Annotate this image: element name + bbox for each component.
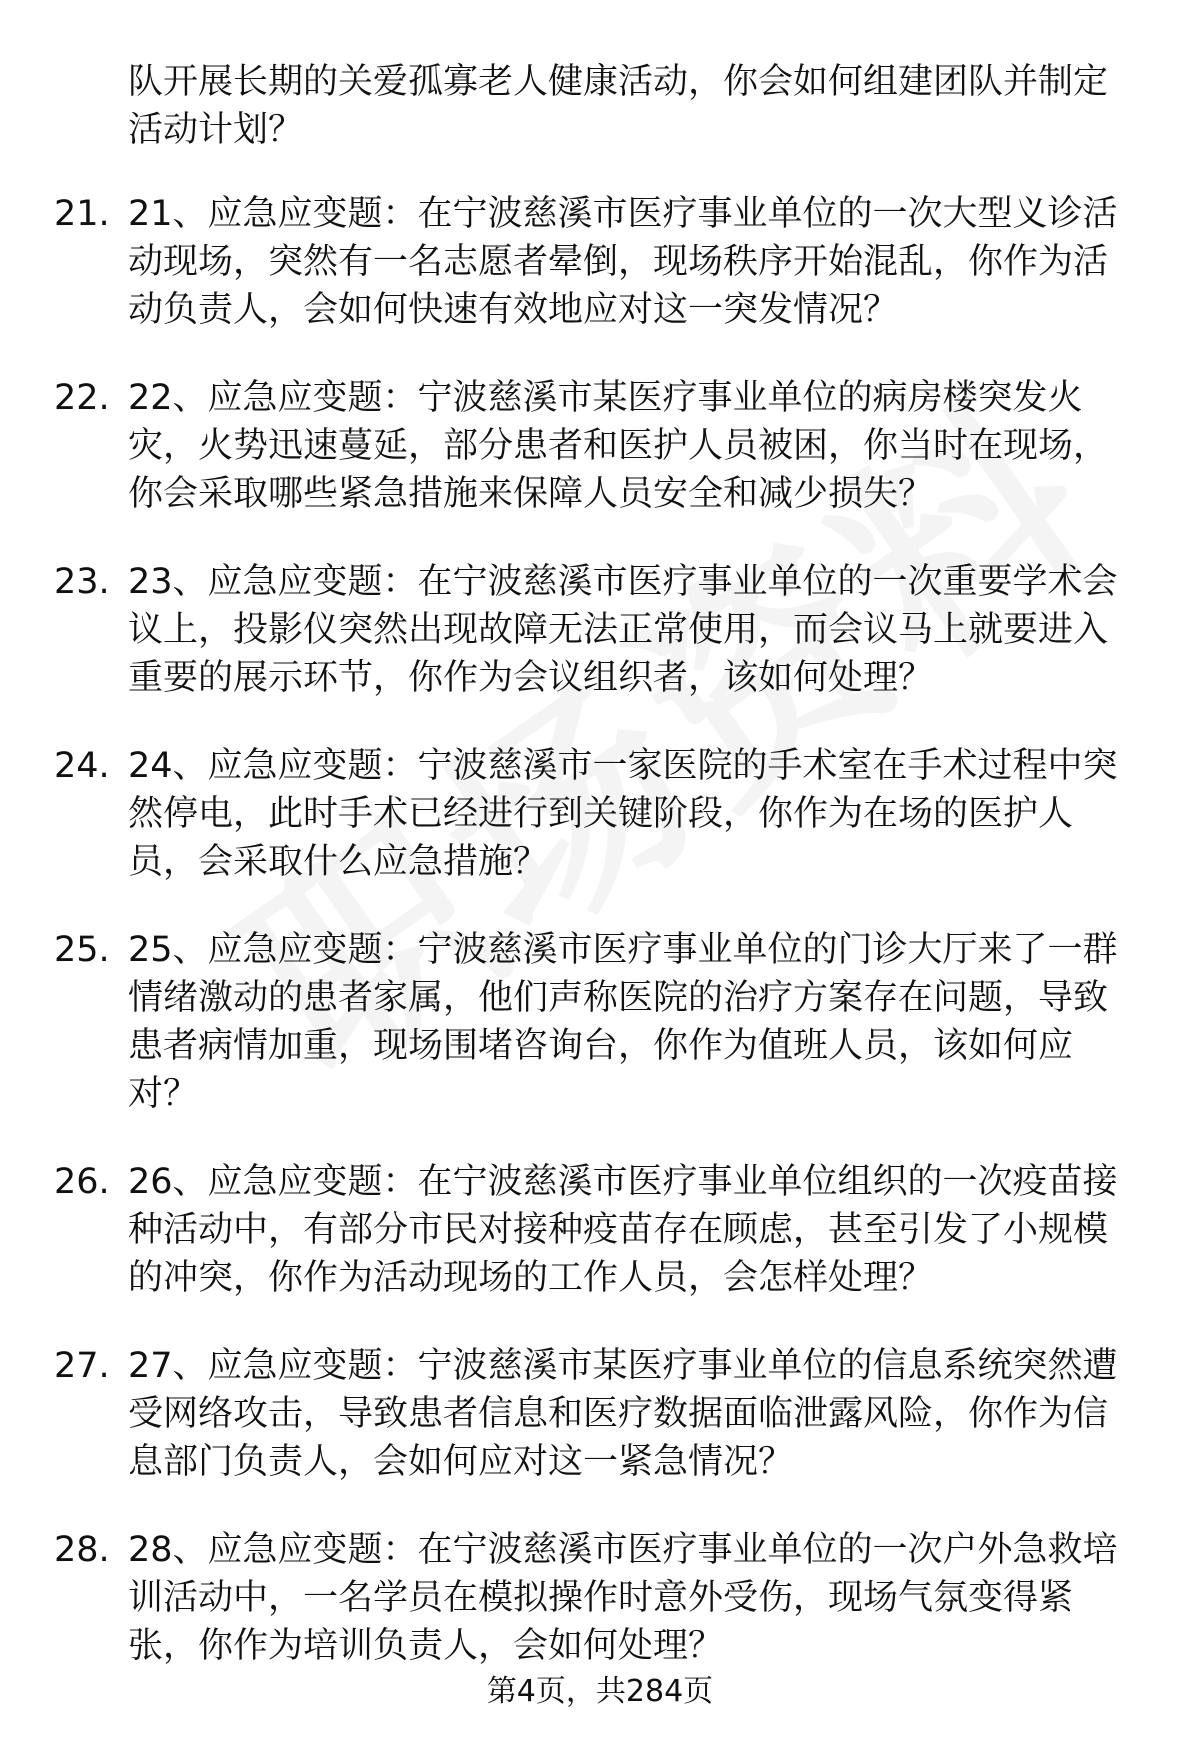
question-text: 26、应急应变题：在宁波慈溪市医疗事业单位组织的一次疫苗接种活动中，有部分市民对接种疫苗存在顾虑，甚至引发了小规模的冲突，你作为活动现场的工作人员，会怎样处理？ — [128, 1162, 1118, 1298]
question-number: 26. — [54, 1162, 110, 1202]
question-number: 24. — [54, 746, 110, 786]
page-footer: 第4页，共284页 — [486, 1674, 714, 1709]
continued-question-text: 队开展长期的关爱孤寡老人健康活动，你会如何组建团队并制定活动计划？ — [128, 62, 1109, 150]
question-text: 25、应急应变题：宁波慈溪市医疗事业单位的门诊大厅来了一群情绪激动的患者家属，他们声称医院的治疗方案存在问题，导致患者病情加重，现场围堵咨询台，你作为值班人员，该如何应对？ — [128, 930, 1118, 1114]
question-list — [0, 190, 1200, 1710]
question-number: 22. — [54, 378, 110, 418]
question-item — [0, 1158, 1200, 1302]
question-number: 25. — [54, 930, 110, 970]
question-text: 23、应急应变题：在宁波慈溪市医疗事业单位的一次重要学术会议上，投影仪突然出现故障无法正常使用，而会议马上就要进入重要的展示环节，你作为会议组织者，该如何处理？ — [128, 562, 1118, 698]
question-item — [0, 190, 1200, 334]
question-item — [0, 1526, 1200, 1670]
question-number: 23. — [54, 562, 110, 602]
question-text: 28、应急应变题：在宁波慈溪市医疗事业单位的一次户外急救培训活动中，一名学员在模拟操作时意外受伤，现场气氛变得紧张，你作为培训负责人，会如何处理？ — [128, 1530, 1118, 1666]
question-number: 27. — [54, 1346, 110, 1386]
question-item — [0, 1342, 1200, 1486]
question-text: 27、应急应变题：宁波慈溪市某医疗事业单位的信息系统突然遭受网络攻击，导致患者信息和医疗数据面临泄露风险，你作为信息部门负责人，会如何应对这一紧急情况？ — [128, 1346, 1118, 1482]
question-text: 24、应急应变题：宁波慈溪市一家医院的手术室在手术过程中突然停电，此时手术已经进行到关键阶段，你作为在场的医护人员，会采取什么应急措施？ — [128, 746, 1118, 882]
question-item — [0, 374, 1200, 518]
question-text: 21、应急应变题：在宁波慈溪市医疗事业单位的一次大型义诊活动现场，突然有一名志愿者晕倒，现场秩序开始混乱，你作为活动负责人，会如何快速有效地应对这一突发情况？ — [128, 194, 1118, 330]
question-item — [0, 742, 1200, 886]
question-item — [0, 558, 1200, 702]
question-item — [0, 926, 1200, 1118]
question-number: 21. — [54, 194, 110, 234]
question-number: 28. — [54, 1530, 110, 1570]
question-text: 22、应急应变题：宁波慈溪市某医疗事业单位的病房楼突发火灾，火势迅速蔓延，部分患者和医护人员被困，你当时在现场，你会采取哪些紧急措施来保障人员安全和减少损失？ — [128, 378, 1109, 514]
